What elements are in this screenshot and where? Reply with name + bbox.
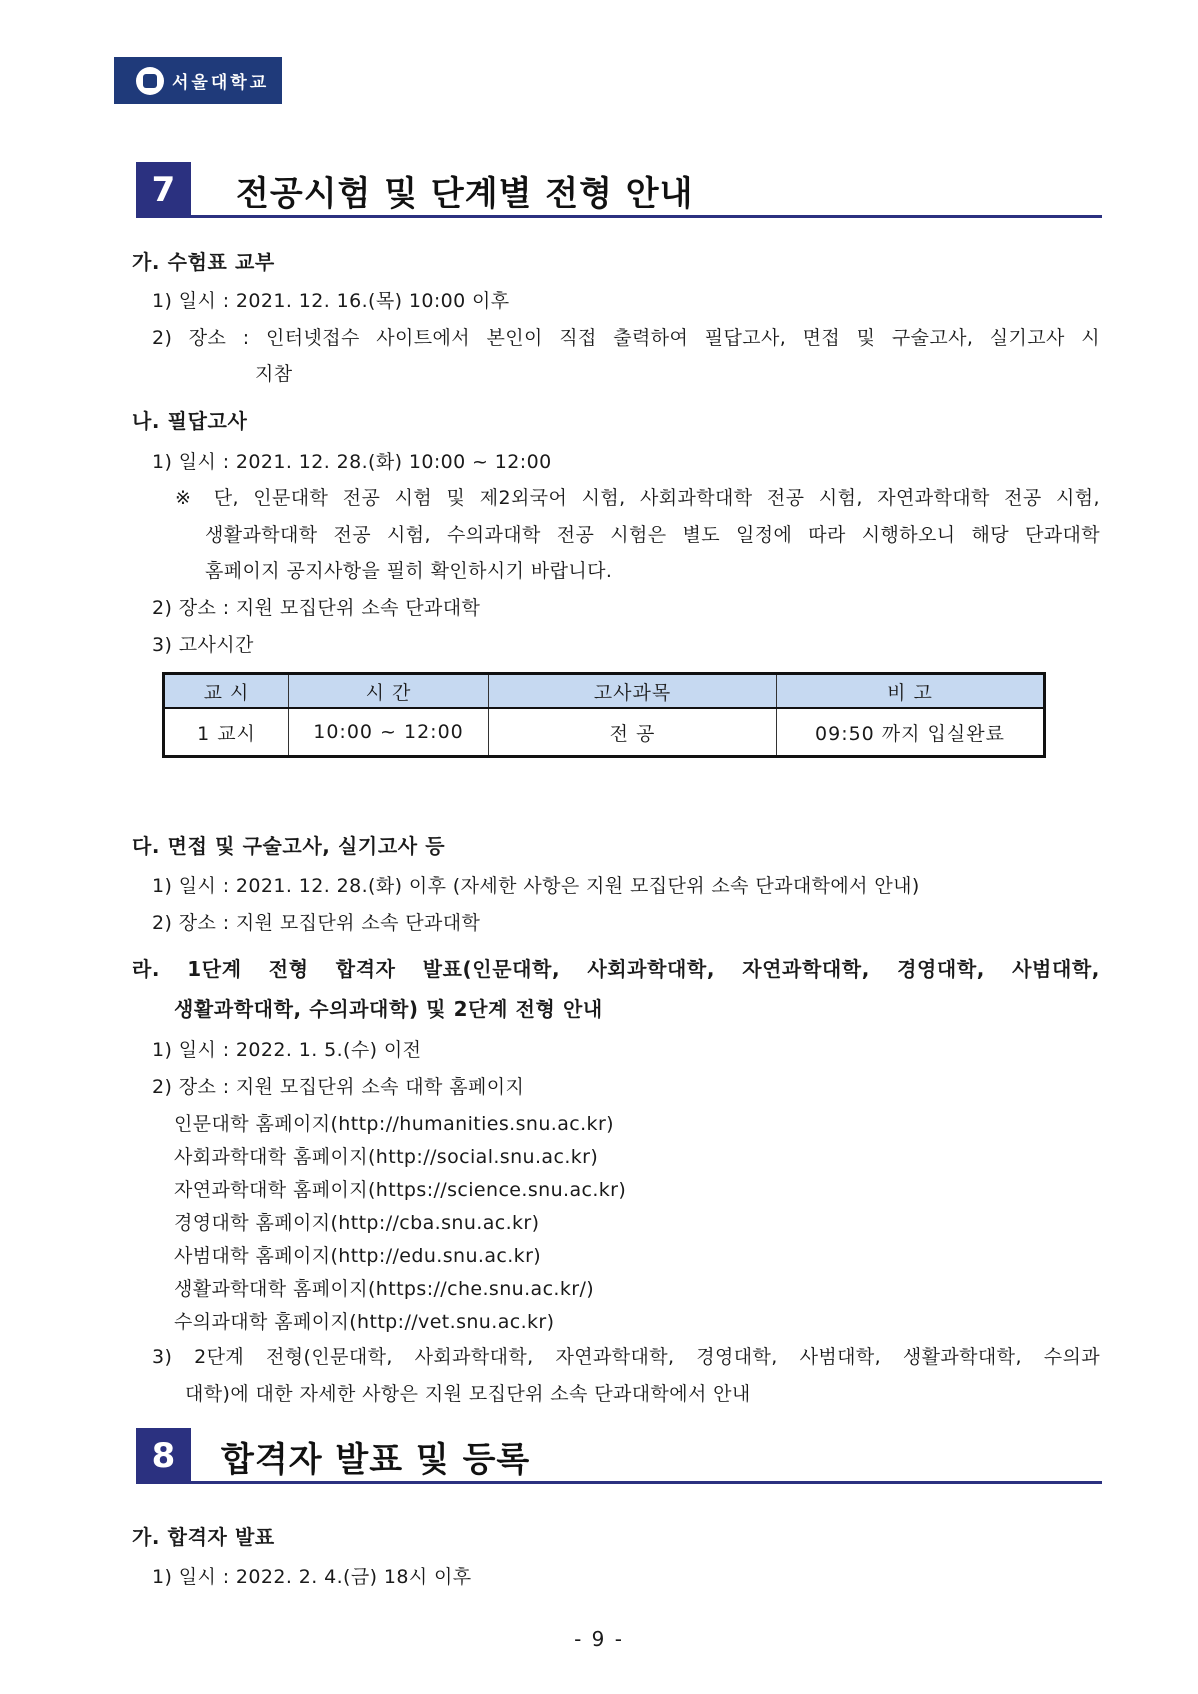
table-cell: 전 공 [489,708,777,757]
section-8-header [136,1428,1102,1484]
table-header-cell: 교 시 [164,674,289,709]
list-item: 3) 고사시간 [152,634,254,656]
note-text: ※ 단, 인문대학 전공 시험 및 제2외국어 시험, 사회과학대학 전공 시험, 자연과학대학 전공 시험, [175,487,1100,509]
subsection-heading: 다. 면접 및 구술고사, 실기고사 등 [132,834,446,858]
section-title: 전공시험 및 단계별 전형 안내 [236,174,694,214]
subsection-heading: 가. 합격자 발표 [132,1525,275,1549]
list-item: 2) 장소 : 지원 모집단위 소속 단과대학 [152,912,481,934]
page-number: - 9 - [574,1627,624,1651]
section-number: 7 [136,162,191,218]
list-item: 1) 일시 : 2021. 12. 16.(목) 10:00 이후 [152,290,510,312]
homepage-link-line: 사회과학대학 홈페이지(http://social.snu.ac.kr) [174,1146,599,1168]
list-item-continuation: 지참 [255,363,293,385]
homepage-link-line: 수의과대학 홈페이지(http://vet.snu.ac.kr) [174,1311,555,1333]
homepage-link-line: 경영대학 홈페이지(http://cba.snu.ac.kr) [174,1212,540,1234]
section-rule [191,215,1102,218]
note-text: 생활과학대학 전공 시험, 수의과대학 전공 시험은 별도 일정에 따라 시행하오니 해당 단과대학 [205,524,1100,546]
list-item: 2) 장소 : 지원 모집단위 소속 대학 홈페이지 [152,1076,525,1098]
logo-text: 서울대학교 [172,73,270,93]
table-header-cell: 비 고 [777,674,1045,709]
homepage-link-line: 자연과학대학 홈페이지(https://science.snu.ac.kr) [174,1179,627,1201]
homepage-link-line: 인문대학 홈페이지(http://humanities.snu.ac.kr) [174,1113,614,1135]
list-item: 3) 2단계 전형(인문대학, 사회과학대학, 자연과학대학, 경영대학, 사범대학, 생활과학대학, 수의과 [152,1346,1100,1368]
subsection-heading: 라. 1단계 전형 합격자 발표(인문대학, 사회과학대학, 자연과학대학, 경영대학, 사범대학, [132,957,1100,981]
list-item: 1) 일시 : 2022. 1. 5.(수) 이전 [152,1039,422,1061]
subsection-heading: 나. 필답고사 [132,409,248,433]
list-item-continuation: 대학)에 대한 자세한 사항은 지원 모집단위 소속 단과대학에서 안내 [185,1383,751,1405]
table-cell: 1 교시 [164,708,289,757]
homepage-link-line: 사범대학 홈페이지(http://edu.snu.ac.kr) [174,1245,542,1267]
table-header-cell: 시 간 [289,674,489,709]
note-text: 홈페이지 공지사항을 필히 확인하시기 바랍니다. [205,560,613,582]
list-item: 1) 일시 : 2021. 12. 28.(화) 이후 (자세한 사항은 지원 모집단위 소속 단과대학에서 안내) [152,875,920,897]
section-title: 합격자 발표 및 등록 [221,1440,531,1480]
section-rule [191,1481,1102,1484]
table-row [164,708,1045,757]
list-item: 2) 장소 : 지원 모집단위 소속 단과대학 [152,597,481,619]
subsection-heading: 가. 수험표 교부 [132,250,275,274]
list-item: 2) 장소 : 인터넷접수 사이트에서 본인이 직접 출력하여 필답고사, 면접 및 구술고사, 실기고사 시 [152,327,1100,349]
exam-schedule-table [162,672,1046,758]
section-number: 8 [136,1428,191,1484]
section-7-header [136,162,1102,218]
table-cell: 09:50 까지 입실완료 [777,708,1045,757]
homepage-link-line: 생활과학대학 홈페이지(https://che.snu.ac.kr/) [174,1278,595,1300]
table-header-row [164,674,1045,709]
subsection-heading-continuation: 생활과학대학, 수의과대학) 및 2단계 전형 안내 [174,997,603,1021]
table-cell: 10:00 ~ 12:00 [289,708,489,757]
university-logo [114,57,282,104]
list-item: 1) 일시 : 2022. 2. 4.(금) 18시 이후 [152,1566,472,1588]
university-emblem-icon [136,67,164,95]
list-item: 1) 일시 : 2021. 12. 28.(화) 10:00 ~ 12:00 [152,451,552,473]
table-header-cell: 고사과목 [489,674,777,709]
